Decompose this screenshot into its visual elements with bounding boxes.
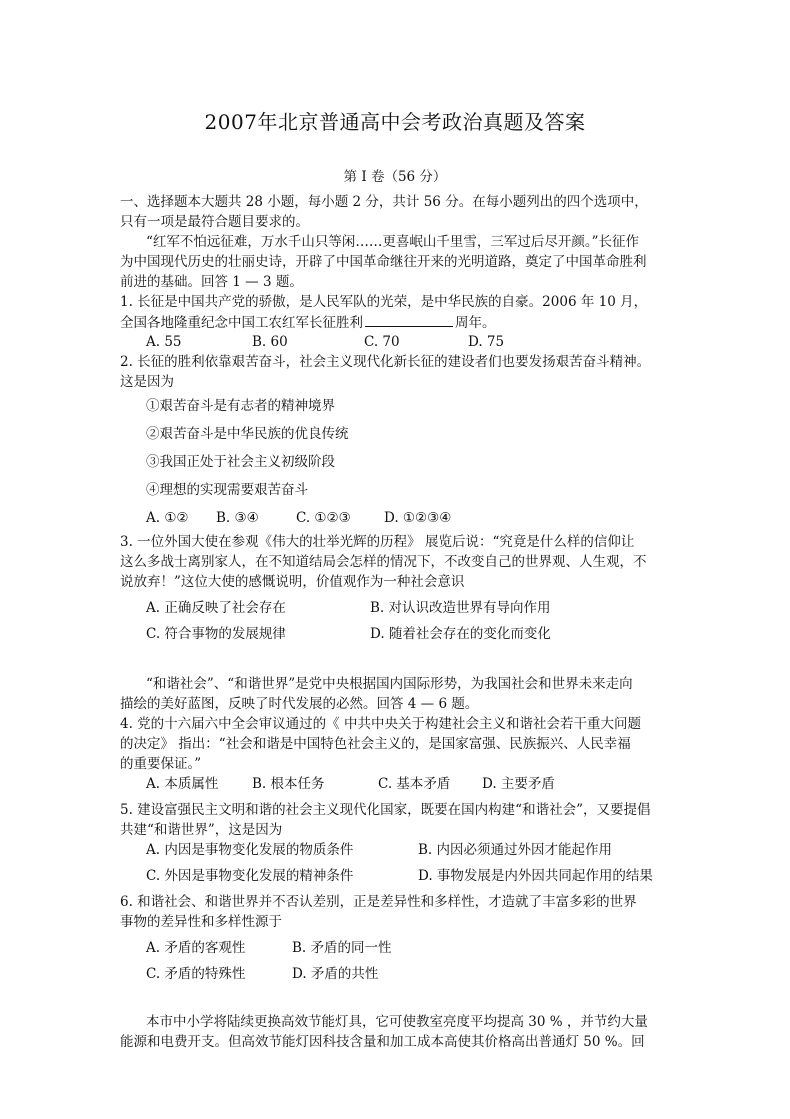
option-d: D. 随着社会存在的变化而变化 bbox=[370, 626, 551, 642]
question-1-text: 全国各地隆重纪念中国工农红军长征胜利 bbox=[120, 315, 363, 331]
question-1-stem: 1. 长征是中国共产党的骄傲，是人民军队的光荣，是中华民族的自豪。2006 年 10 月， bbox=[120, 294, 648, 310]
option-b: B. 60 bbox=[252, 334, 288, 350]
option-c: C. 外因是事物变化发展的精神条件 bbox=[146, 868, 354, 884]
option-d: D. 75 bbox=[468, 334, 505, 350]
passage-line: 能源和电费开支。但高效节能灯因科技含量和加工成本高使其价格高出普通灯 50 %。回 bbox=[120, 1034, 645, 1050]
option-b: B. 根本任务 bbox=[252, 776, 325, 792]
statement-item: ②艰苦奋斗是中华民族的优良传统 bbox=[146, 426, 349, 442]
question-6-stem: 6. 和谐社会、和谐世界并不否认差别，正是差异性和多样性，才造就了丰富多彩的世界 bbox=[120, 894, 637, 910]
option-a: A. 正确反映了社会存在 bbox=[146, 600, 286, 616]
question-1-text-end: 周年。 bbox=[455, 315, 496, 331]
question-4-stem-cont: 的重要保证。” bbox=[120, 756, 202, 772]
option-c: C. ①②③ bbox=[296, 510, 351, 526]
question-1-stem-cont bbox=[120, 312, 680, 333]
question-4-stem-cont: 的决定》 指出：“社会和谐是中国特色社会主义的，是国家富强、民族振兴、人民幸福 bbox=[120, 736, 631, 752]
instructions-line: 一、选择题本大题共 28 小题，每小题 2 分，共计 56 分。在每小题列出的四个选项中， bbox=[120, 194, 648, 210]
passage-line: “和谐社会”、“和谐世界”是党中央根据国内国际形势，为我国社会和世界未来走向 bbox=[146, 676, 633, 692]
option-a: A. 55 bbox=[146, 334, 182, 350]
option-b: B. 对认识改造世界有导向作用 bbox=[370, 600, 551, 616]
passage-line: 描绘的美好蓝图，反映了时代发展的必然。回答 4 — 6 题。 bbox=[120, 696, 479, 712]
option-a: A. 本质属性 bbox=[146, 776, 219, 792]
passage-line: 为中国现代历史的壮丽史诗，开辟了中国革命继往开来的光明道路，奠定了中国革命胜利 bbox=[120, 254, 647, 270]
question-4-stem: 4. 党的十六届六中全会审议通过的《 中共中央关于构建社会主义和谐社会若干重大问题 bbox=[120, 716, 641, 732]
option-c: C. 基本矛盾 bbox=[378, 776, 451, 792]
statement-item: ③我国正处于社会主义初级阶段 bbox=[146, 454, 335, 470]
passage-line: “红军不怕远征难，万水千山只等闲……更喜岷山千里雪，三军过后尽开颜。”长征作 bbox=[146, 234, 640, 250]
question-3-stem-cont: 说放弃！”这位大使的感慨说明，价值观作为一种社会意识 bbox=[120, 574, 465, 590]
page-title: 2007年北京普通高中会考政治真题及答案 bbox=[204, 110, 586, 134]
option-d: D. 事物发展是内外因共同起作用的结果 bbox=[418, 868, 653, 884]
question-2-stem-cont: 这是因为 bbox=[120, 374, 174, 390]
instructions-line: 只有一项是最符合题目要求的。 bbox=[120, 214, 309, 230]
option-a: A. 矛盾的客观性 bbox=[146, 940, 246, 956]
question-5-stem-cont: 共建“和谐世界”，这是因为 bbox=[120, 822, 283, 838]
option-b: B. ③④ bbox=[216, 510, 259, 526]
question-6-stem-cont: 事物的差异性和多样性源于 bbox=[120, 914, 282, 930]
question-3-stem-cont: 这么多战士离别家人，在不知道结局会怎样的情况下，不改变自己的世界观、人生观，不 bbox=[120, 554, 647, 570]
statement-item: ①艰苦奋斗是有志者的精神境界 bbox=[146, 398, 335, 414]
option-d: D. 主要矛盾 bbox=[482, 776, 555, 792]
option-c: C. 符合事物的发展规律 bbox=[146, 626, 286, 642]
option-d: D. 矛盾的共性 bbox=[292, 966, 379, 982]
option-a: A. 内因是事物变化发展的物质条件 bbox=[146, 842, 354, 858]
question-3-stem: 3. 一位外国大使在参观《伟大的壮举光辉的历程》 展览后说：“究竟是什么样的信仰让 bbox=[120, 534, 635, 550]
answer-blank bbox=[365, 312, 453, 327]
question-5-stem: 5. 建设富强民主文明和谐的社会主义现代化国家，既要在国内构建“和谐社会”，又要提倡 bbox=[120, 802, 651, 818]
option-a: A. ①② bbox=[146, 510, 189, 526]
option-c: C. 70 bbox=[364, 334, 400, 350]
statement-item: ④理想的实现需要艰苦奋斗 bbox=[146, 482, 308, 498]
option-c: C. 矛盾的特殊性 bbox=[146, 966, 246, 982]
option-b: B. 矛盾的同一性 bbox=[292, 940, 392, 956]
question-2-stem: 2. 长征的胜利依靠艰苦奋斗，社会主义现代化新长征的建设者们也要发扬艰苦奋斗精神。 bbox=[120, 354, 651, 370]
option-d: D. ①②③④ bbox=[384, 510, 452, 526]
section-heading: 第 I 卷（56 分） bbox=[343, 169, 447, 185]
passage-line: 前进的基础。回答 1 — 3 题。 bbox=[120, 274, 303, 290]
option-b: B. 内因必须通过外因才能起作用 bbox=[418, 842, 613, 858]
passage-line: 本市中小学将陆续更换高效节能灯具，它可使教室亮度平均提高 30 % ，并节约大量 bbox=[146, 1014, 648, 1030]
